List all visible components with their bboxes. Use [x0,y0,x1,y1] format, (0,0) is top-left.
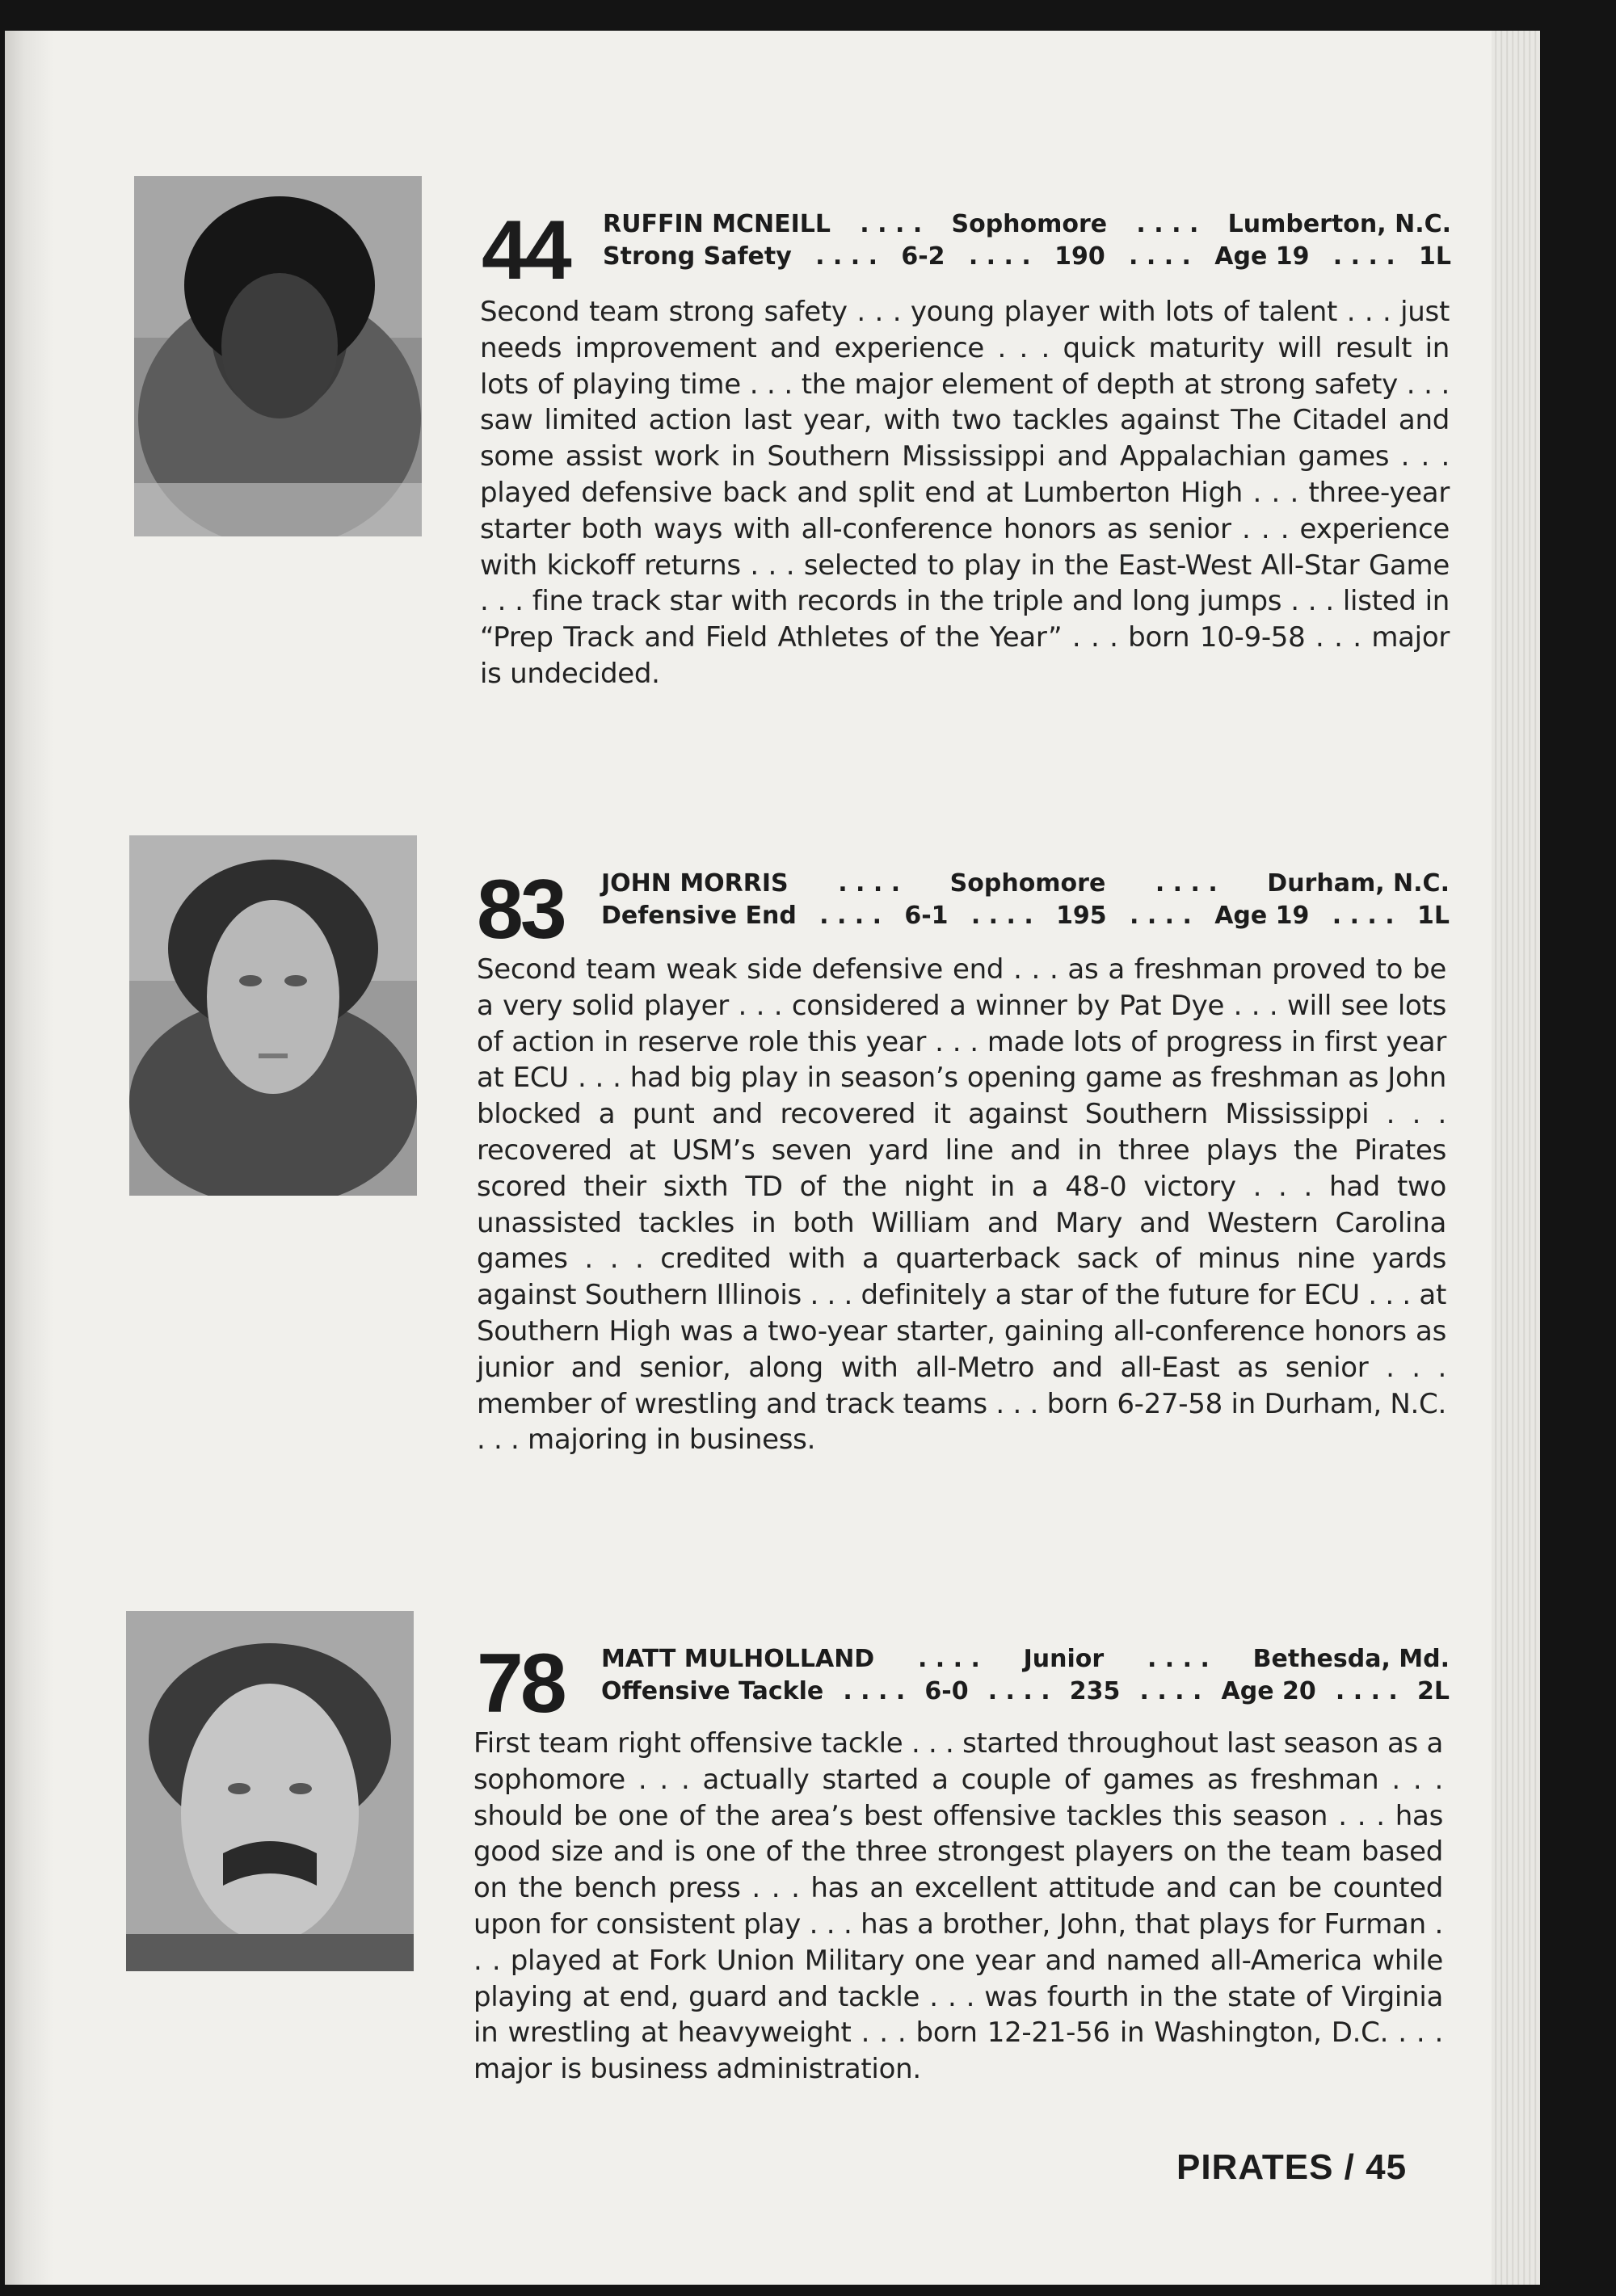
player-hometown: Durham, N.C. [1267,869,1450,898]
player-age: Age 19 [1214,902,1310,930]
player-class: Junior [1023,1645,1105,1673]
player-bio-mcneill: Second team strong safety . . . young player with lots of talent . . . just needs improvement and experience . . . quick maturity will result in lots of playing time . . . the major element of depth at strong safety . . . saw limited action last year, with two tackles against The Citadel and some assist work in Southern Mississippi and Appalachian games . . . played defensive back and split end at Lumberton High . . . three-year starter both ways with all-conference honors as senior . . . experience with kickoff returns . . . selected to play in the East-West All-Star Game . . . fine track star with records in the triple and long jumps . . . listed in “Prep Track and Field Athletes of the Year” . . . born 10-9-58 . . . major is undecided. [480,296,1450,690]
player-letters: 1L [1419,242,1452,271]
separator: . . . . [987,1677,1050,1705]
player-photo-mcneill [134,176,422,536]
player-name: RUFFIN MCNEILL [603,210,831,238]
player-position: Strong Safety [603,242,792,271]
separator: . . . . [815,242,878,271]
separator: . . . . [1332,242,1395,271]
separator: . . . . [970,902,1033,930]
player-header-line2-mcneill [603,242,1451,271]
player-header-line1-morris [601,869,1450,898]
player-letters: 2L [1416,1677,1450,1705]
player-position: Offensive Tackle [601,1677,824,1705]
player-hometown: Lumberton, N.C. [1227,210,1452,238]
player-age: Age 19 [1214,242,1310,271]
player-bio-mulholland: First team right offensive tackle . . . started throughout last season as a sophomore . . . actually started a couple of games as freshman . . . should be one of the area’s best offensive tackles this season . . . has good size and is one of the three strongest players on the team based on the bench press . . . has an excellent attitude and can be counted upon for consistent play . . . has a brother, John, that plays for Furman . . . played at Fork Union Military one year and named all-America while playing at end, guard and tackle . . . was fourth in the state of Virginia in wrestling at heavyweight . . . born 12-21-56 in Washington, D.C. . . . major is business administration. [473,1727,1443,2086]
player-name: JOHN MORRIS [601,869,789,898]
player-hometown: Bethesda, Md. [1252,1645,1450,1673]
player-height: 6-0 [924,1677,969,1705]
player-weight: 195 [1056,902,1107,930]
separator: . . . . [968,242,1031,271]
player-header-line2-mulholland [601,1677,1450,1705]
separator: . . . . [860,210,923,238]
separator: . . . . [1129,902,1192,930]
player-photo-morris [129,835,417,1196]
player-height: 6-1 [904,902,949,930]
separator: . . . . [917,1645,980,1673]
player-weight: 235 [1069,1677,1121,1705]
program-page [5,31,1540,2285]
jersey-number-mulholland: 78 [477,1637,564,1730]
player-weight: 190 [1054,242,1105,271]
player-class: Sophomore [951,210,1108,238]
player-age: Age 20 [1221,1677,1316,1705]
separator: . . . . [838,869,901,898]
player-photo-mulholland [126,1611,414,1971]
separator: . . . . [1335,1677,1398,1705]
player-header-line1-mcneill [603,210,1451,238]
player-position: Defensive End [601,902,797,930]
separator: . . . . [1332,902,1395,930]
player-header-line2-morris [601,902,1450,930]
player-class: Sophomore [949,869,1106,898]
player-height: 6-2 [901,242,945,271]
page-footer: PIRATES / 45 [1176,2147,1408,2187]
separator: . . . . [1136,210,1199,238]
separator: . . . . [1155,869,1218,898]
separator: . . . . [819,902,882,930]
separator: . . . . [1129,242,1191,271]
page-binding-edge [5,31,53,2285]
page-stack-edge [1492,31,1540,2285]
player-name: MATT MULHOLLAND [601,1645,875,1673]
player-letters: 1L [1416,902,1450,930]
separator: . . . . [1147,1645,1210,1673]
jersey-number-mcneill: 44 [482,204,569,297]
separator: . . . . [843,1677,906,1705]
player-bio-morris: Second team weak side defensive end . . . as a freshman proved to be a very solid player . . . considered a winner by Pat Dye . . . will see lots of action in reserve role this year . . . made lots of progress in first year at ECU . . . had big play in season’s opening game as freshman as John blocked a punt and recovered it against Southern Mississippi . . . recovered at USM’s seven yard line and in three plays the Pirates scored their sixth TD of the night in a 48-0 victory . . . had two unassisted tackles in both William and Mary and Western Carolina games . . . credited with a quarterback sack of minus nine yards against Southern Illinois . . . definitely a star of the future for ECU . . . at Southern High was a two-year starter, gaining all-conference honors as junior and senior, along with all-Metro and all-East as senior . . . member of wrestling and track teams . . . born 6-27-58 in Durham, N.C. . . . majoring in business. [477,953,1446,1457]
jersey-number-morris: 83 [477,863,564,957]
separator: . . . . [1139,1677,1202,1705]
player-header-line1-mulholland [601,1645,1450,1673]
